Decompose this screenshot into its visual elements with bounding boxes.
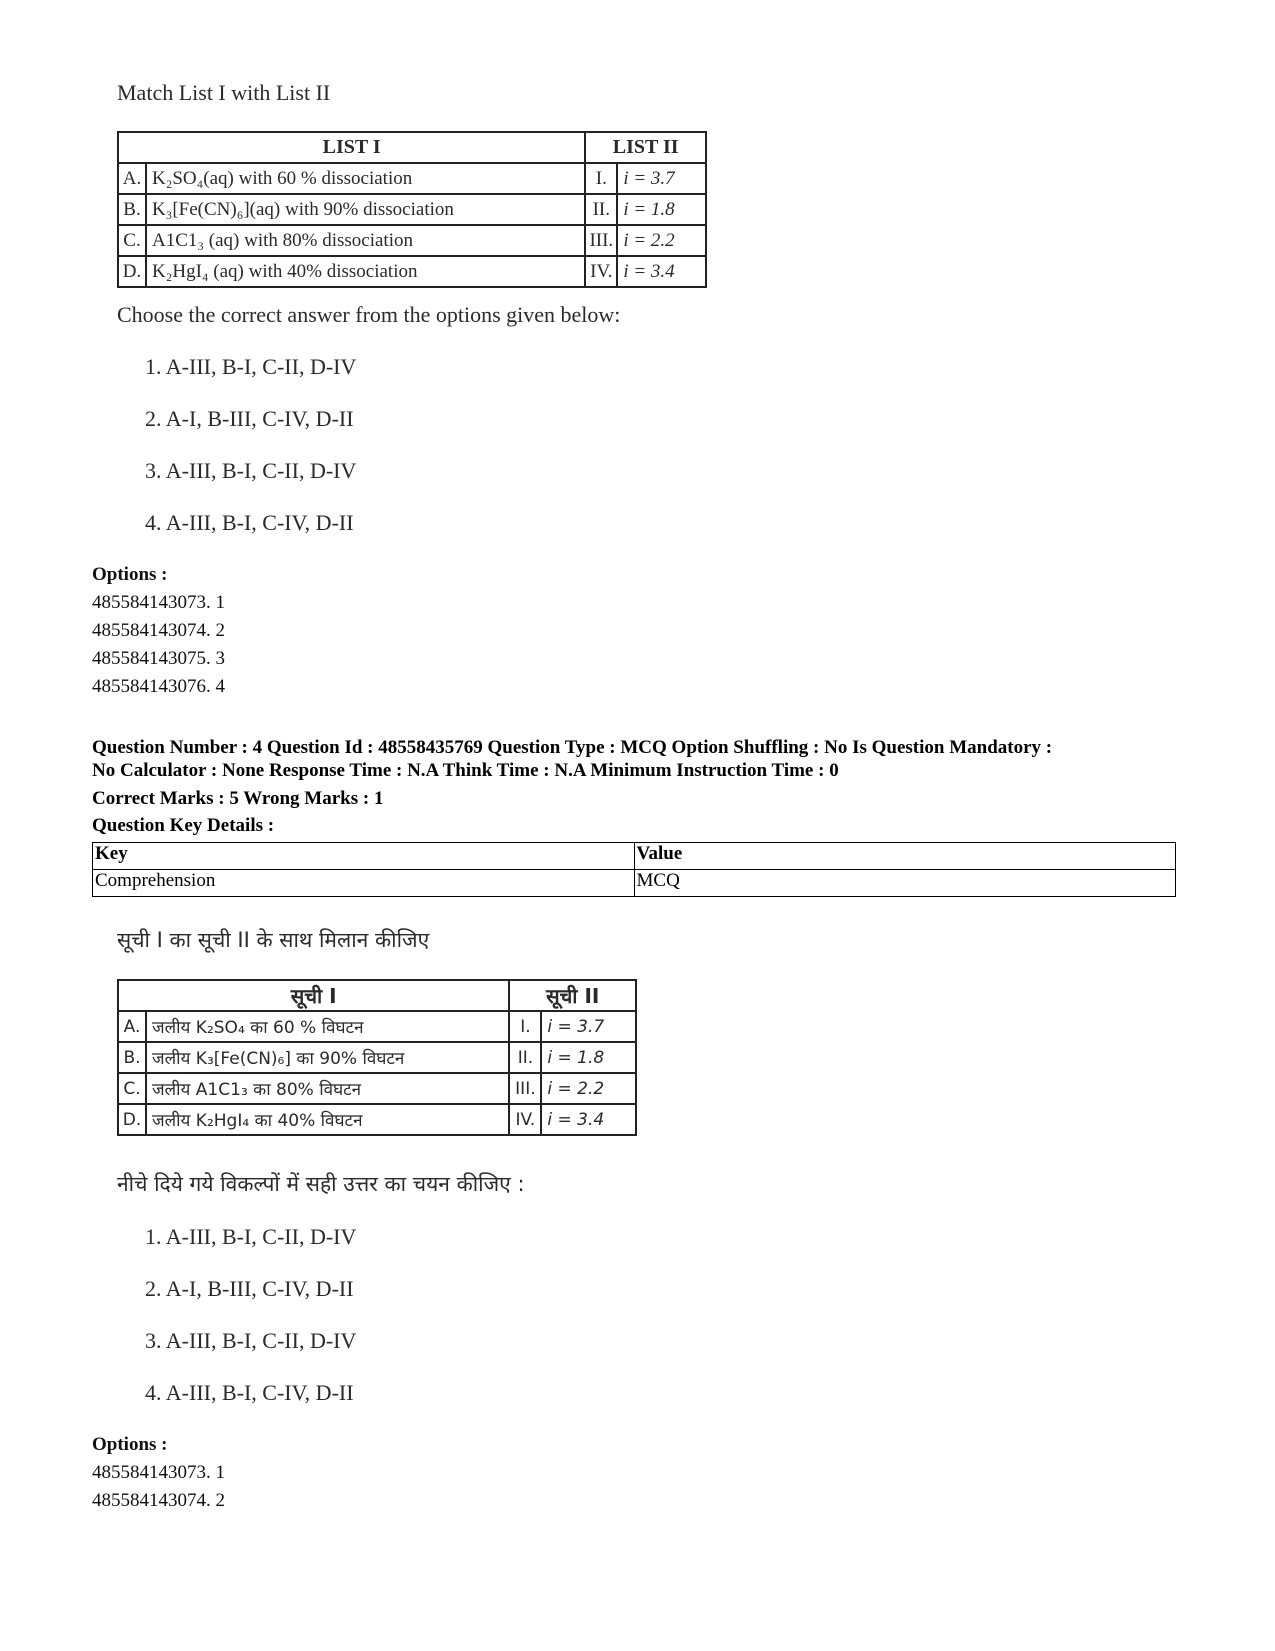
key-cell: Comprehension <box>93 870 635 897</box>
table-row <box>118 1011 636 1042</box>
row-list2-item: i = 3.7 <box>541 1011 636 1042</box>
choice-3-hi: 3. A-III, B-I, C-II, D-IV <box>145 1328 357 1353</box>
table-row <box>118 256 706 287</box>
choice-2-en: 2. A-I, B-III, C-IV, D-II <box>145 406 354 431</box>
row-letter: A. <box>118 163 146 194</box>
options-label: Options : <box>92 564 168 585</box>
row-letter: D. <box>118 1104 146 1135</box>
choice-4-en: 4. A-III, B-I, C-IV, D-II <box>145 510 354 535</box>
match-table-en <box>117 131 707 288</box>
option-item: 485584143073. 1 <box>92 592 225 613</box>
row-list1-item: जलीय K₂SO₄ का 60 % विघटन <box>146 1011 509 1042</box>
table-row <box>118 1073 636 1104</box>
table-row <box>118 1104 636 1135</box>
option-item: 485584143075. 3 <box>92 648 225 669</box>
option-item: 485584143073. 1 <box>92 1462 225 1483</box>
row-list2-item: i = 2.2 <box>617 225 706 256</box>
match-table-hi <box>117 979 637 1136</box>
row-list2-item: i = 1.8 <box>541 1042 636 1073</box>
row-letter: C. <box>118 225 146 256</box>
row-list1-item: जलीय A1C1₃ का 80% विघटन <box>146 1073 509 1104</box>
row-list1-item: K₃[Fe(CN)₆](aq) with 90% dissociation <box>146 194 585 225</box>
row-letter: B. <box>118 194 146 225</box>
table-row <box>118 225 706 256</box>
row-list1-item: जलीय K₂HgI₄ का 40% विघटन <box>146 1104 509 1135</box>
row-roman: III. <box>509 1073 541 1104</box>
list2-header: सूची II <box>509 980 636 1011</box>
row-list2-item: i = 3.4 <box>541 1104 636 1135</box>
row-letter: C. <box>118 1073 146 1104</box>
answer-prompt-hi: नीचे दिये गये विकल्पों में सही उत्तर का चयन कीजिए : <box>117 1172 525 1196</box>
option-item: 485584143074. 2 <box>92 620 225 641</box>
row-list1-item: K₂SO₄(aq) with 60 % dissociation <box>146 163 585 194</box>
row-list2-item: i = 1.8 <box>617 194 706 225</box>
value-header: Value <box>634 843 1176 870</box>
row-list2-item: i = 3.4 <box>617 256 706 287</box>
choice-4-hi: 4. A-III, B-I, C-IV, D-II <box>145 1380 354 1405</box>
row-roman: II. <box>509 1042 541 1073</box>
key-details-label: Question Key Details : <box>92 815 275 836</box>
choice-1-en: 1. A-III, B-I, C-II, D-IV <box>145 354 357 379</box>
option-item: 485584143076. 4 <box>92 676 225 697</box>
key-details-table <box>92 842 1176 897</box>
list2-header: LIST II <box>585 132 706 163</box>
choice-2-hi: 2. A-I, B-III, C-IV, D-II <box>145 1276 354 1301</box>
row-list2-item: i = 3.7 <box>617 163 706 194</box>
option-item: 485584143074. 2 <box>92 1490 225 1511</box>
row-roman: IV. <box>585 256 617 287</box>
choice-1-hi: 1. A-III, B-I, C-II, D-IV <box>145 1224 357 1249</box>
table-header-row <box>93 843 1176 870</box>
row-roman: I. <box>585 163 617 194</box>
value-cell: MCQ <box>634 870 1176 897</box>
row-roman: I. <box>509 1011 541 1042</box>
list1-header: LIST I <box>118 132 585 163</box>
table-row <box>118 163 706 194</box>
table-row <box>118 194 706 225</box>
key-header: Key <box>93 843 635 870</box>
question-heading-en: Match List I with List II <box>117 80 331 105</box>
question-heading-hi: सूची I का सूची II के साथ मिलान कीजिए <box>117 928 430 952</box>
row-letter: B. <box>118 1042 146 1073</box>
row-list1-item: K₂HgI₄ (aq) with 40% dissociation <box>146 256 585 287</box>
options-label: Options : <box>92 1434 168 1455</box>
row-list1-item: जलीय K₃[Fe(CN)₆] का 90% विघटन <box>146 1042 509 1073</box>
row-list2-item: i = 2.2 <box>541 1073 636 1104</box>
marks-line: Correct Marks : 5 Wrong Marks : 1 <box>92 788 384 809</box>
row-list1-item: A1C1₃ (aq) with 80% dissociation <box>146 225 585 256</box>
answer-prompt-en: Choose the correct answer from the options given below: <box>117 302 621 327</box>
table-row <box>118 1042 636 1073</box>
list1-header: सूची I <box>118 980 509 1011</box>
table-row <box>93 870 1176 897</box>
row-letter: A. <box>118 1011 146 1042</box>
row-roman: II. <box>585 194 617 225</box>
question-meta-line1: Question Number : 4 Question Id : 48558435769 Question Type : MCQ Option Shuffling : No Is Question Mandatory : <box>92 737 1053 758</box>
row-roman: III. <box>585 225 617 256</box>
choice-3-en: 3. A-III, B-I, C-II, D-IV <box>145 458 357 483</box>
row-letter: D. <box>118 256 146 287</box>
question-meta-line2: No Calculator : None Response Time : N.A Think Time : N.A Minimum Instruction Time : 0 <box>92 760 839 781</box>
row-roman: IV. <box>509 1104 541 1135</box>
